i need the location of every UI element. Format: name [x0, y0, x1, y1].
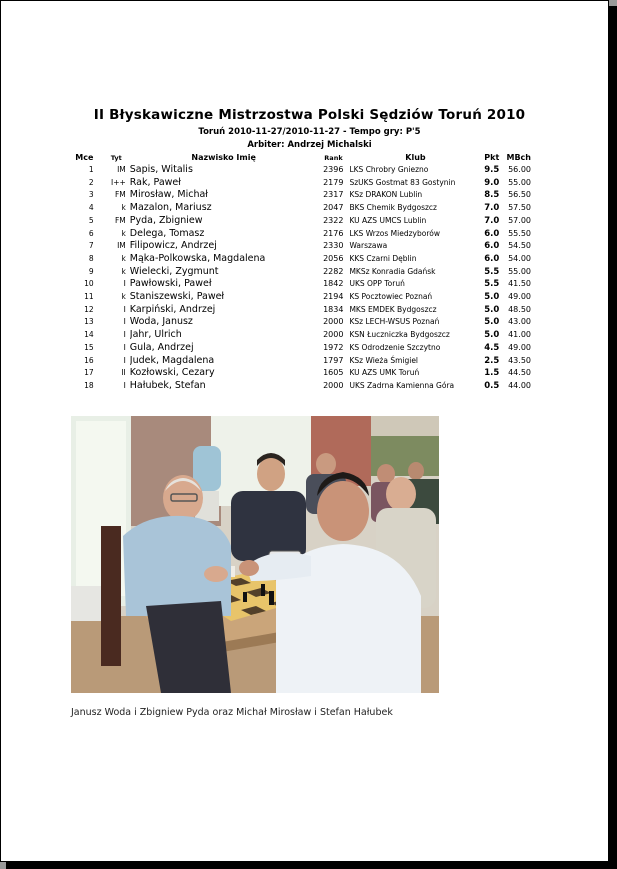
cell-tyt: I — [123, 279, 126, 289]
cell-rank: 2282 — [323, 266, 344, 276]
table-row — [71, 342, 531, 355]
cell-mbch: 57.00 — [508, 215, 531, 225]
cell-tyt: II — [121, 368, 126, 378]
cell-pkt: 7.0 — [484, 203, 500, 214]
cell-mbch: 41.50 — [508, 279, 531, 289]
table-row — [71, 355, 531, 368]
table-row — [71, 215, 531, 228]
cell-mbch: 44.00 — [508, 380, 531, 390]
cell-rank: 2330 — [323, 241, 344, 251]
cell-mce: 12 — [84, 304, 94, 314]
cell-club: UKS OPP Toruń — [349, 279, 405, 289]
arbiter-line: Arbiter: Andrzej Michalski — [247, 140, 372, 150]
column-header-name: Nazwisko Imię — [191, 153, 256, 162]
cell-mbch: 55.00 — [508, 266, 531, 276]
cell-tyt: IM — [117, 165, 126, 174]
cell-rank: 1797 — [323, 355, 344, 365]
cell-club: KSz LECH-WSUS Poznań — [349, 317, 440, 327]
cell-name: Gula, Andrzej — [129, 341, 194, 353]
cell-tyt: k — [121, 292, 126, 302]
cell-club: KS Odrodzenie Szczytno — [349, 342, 441, 352]
cell-tyt: I — [123, 330, 126, 340]
cell-mbch: 56.50 — [508, 190, 531, 200]
cell-rank: 1605 — [323, 368, 344, 378]
cell-club: LKS Wrzos Miedzyborów — [349, 228, 440, 238]
cell-pkt: 7.0 — [484, 215, 500, 226]
table-row — [71, 177, 531, 190]
cell-pkt: 6.0 — [484, 241, 500, 252]
cell-mbch: 43.50 — [508, 355, 531, 365]
cell-name: Delega, Tomasz — [129, 227, 205, 239]
cell-mbch: 57.50 — [508, 203, 531, 213]
cell-pkt: 8.5 — [484, 190, 500, 201]
table-row — [71, 228, 531, 241]
cell-rank: 2000 — [323, 330, 344, 340]
results-body — [71, 164, 531, 393]
cell-mce: 15 — [84, 342, 94, 352]
cell-name: Jahr, Ulrich — [129, 329, 182, 341]
cell-club: KU AZS UMK Toruń — [349, 368, 420, 378]
cell-tyt: k — [121, 203, 126, 213]
table-row — [71, 266, 531, 279]
cell-club: SzUKS Gostmat 83 Gostynin — [349, 177, 456, 187]
cell-name: Sapis, Witalis — [129, 164, 193, 175]
cell-tyt: I — [123, 304, 126, 314]
table-row — [71, 202, 531, 215]
cell-name: Kozłowski, Cezary — [129, 367, 215, 379]
cell-mbch: 44.50 — [508, 368, 531, 378]
cell-club: Warszawa — [349, 241, 388, 251]
cell-tyt: I++ — [111, 177, 126, 187]
cell-rank: 2056 — [323, 253, 344, 263]
cell-pkt: 2.5 — [484, 355, 500, 366]
cell-name: Hałubek, Stefan — [129, 379, 206, 391]
photo-image — [71, 416, 439, 693]
chess-players-photo — [71, 416, 439, 693]
cell-rank: 2000 — [323, 317, 344, 327]
table-row — [71, 291, 531, 304]
cell-name: Wielecki, Zygmunt — [129, 265, 219, 277]
cell-name: Woda, Janusz — [129, 316, 193, 328]
cell-club: BKS Chemik Bydgoszcz — [349, 203, 437, 213]
cell-mce: 9 — [88, 266, 94, 276]
cell-club: KSz DRAKON Lublin — [349, 190, 423, 200]
cell-mce: 4 — [88, 203, 94, 213]
table-row — [71, 329, 531, 342]
cell-mce: 18 — [84, 380, 94, 390]
cell-mce: 6 — [88, 228, 94, 238]
cell-pkt: 1.5 — [484, 368, 500, 379]
cell-mce: 7 — [88, 241, 94, 251]
cell-tyt: IM — [117, 241, 126, 251]
cell-mce: 2 — [88, 177, 94, 187]
results-table — [71, 151, 531, 393]
column-header-rank: Rank — [324, 153, 343, 162]
cell-tyt: I — [123, 380, 126, 390]
cell-pkt: 9.0 — [484, 177, 500, 188]
cell-name: Pawłowski, Paweł — [129, 278, 212, 290]
column-header-tyt: Tyt — [110, 153, 122, 162]
table-row — [71, 380, 531, 393]
cell-name: Staniszewski, Paweł — [129, 291, 225, 303]
cell-mce: 8 — [88, 253, 94, 263]
cell-rank: 2176 — [323, 228, 344, 238]
cell-pkt: 5.0 — [484, 317, 500, 328]
cell-name: Filipowicz, Andrzej — [129, 240, 217, 252]
cell-mce: 16 — [84, 355, 94, 365]
cell-rank: 2317 — [323, 190, 344, 200]
cell-tyt: FM — [114, 190, 126, 200]
cell-rank: 2179 — [323, 177, 344, 187]
cell-pkt: 9.5 — [484, 165, 500, 175]
cell-rank: 1842 — [323, 279, 344, 289]
table-row — [71, 278, 531, 291]
cell-mbch: 41.00 — [508, 330, 531, 340]
cell-tyt: k — [121, 266, 126, 276]
cell-name: Mazalon, Mariusz — [129, 202, 212, 214]
cell-pkt: 5.0 — [484, 330, 500, 341]
table-row — [71, 164, 531, 177]
column-header-club: Klub — [405, 153, 426, 162]
cell-tyt: I — [123, 317, 126, 327]
cell-mce: 13 — [84, 317, 94, 327]
cell-mce: 1 — [88, 165, 94, 174]
cell-mbch: 49.00 — [508, 292, 531, 302]
cell-mbch: 56.00 — [508, 165, 531, 174]
cell-pkt: 4.5 — [484, 342, 500, 353]
document-subtitle: Toruń 2010-11-27/2010-11-27 - Tempo gry: P'5 — [198, 127, 421, 137]
table-row — [71, 189, 531, 202]
cell-mce: 5 — [88, 215, 94, 225]
cell-mbch: 49.00 — [508, 342, 531, 352]
cell-mce: 17 — [84, 368, 94, 378]
table-header-row — [71, 151, 531, 164]
cell-rank: 1972 — [323, 342, 344, 352]
cell-tyt: I — [123, 342, 126, 352]
cell-pkt: 5.5 — [484, 279, 500, 290]
cell-club: LKS Chrobry Gniezno — [349, 165, 429, 174]
cell-club: KKS Czarni Dęblin — [349, 253, 417, 263]
cell-rank: 2000 — [323, 380, 344, 390]
document-title: II Błyskawiczne Mistrzostwa Polski Sędziów Toruń 2010 — [93, 107, 526, 123]
cell-mbch: 43.00 — [508, 317, 531, 327]
table-row — [71, 253, 531, 266]
cell-rank: 1834 — [323, 304, 344, 314]
cell-rank: 2396 — [323, 165, 344, 174]
cell-club: KSN Łuczniczka Bydgoszcz — [349, 330, 450, 340]
cell-mce: 10 — [84, 279, 94, 289]
cell-rank: 2322 — [323, 215, 344, 225]
cell-name: Rak, Paweł — [129, 176, 181, 188]
cell-mce: 14 — [84, 330, 94, 340]
cell-name: Pyda, Zbigniew — [129, 214, 203, 226]
cell-club: KS Pocztowiec Poznań — [349, 292, 433, 302]
cell-club: KSz Wieża Śmigiel — [349, 355, 419, 365]
cell-club: UKS Zadrna Kamienna Góra — [349, 380, 455, 390]
cell-mbch: 55.00 — [508, 177, 531, 187]
cell-name: Mąka-Polkowska, Magdalena — [129, 252, 266, 264]
cell-pkt: 6.0 — [484, 228, 500, 239]
cell-name: Karpiński, Andrzej — [129, 303, 216, 315]
cell-mbch: 48.50 — [508, 304, 531, 314]
column-header-mbch: MBch — [506, 153, 531, 162]
table-row — [71, 316, 531, 329]
table-row — [71, 240, 531, 253]
cell-pkt: 5.5 — [484, 266, 500, 277]
cell-pkt: 5.0 — [484, 304, 500, 315]
cell-tyt: k — [121, 228, 126, 238]
cell-club: KU AZS UMCS Lublin — [349, 215, 427, 225]
cell-tyt: k — [121, 253, 126, 263]
cell-club: MKS EMDEK Bydgoszcz — [349, 304, 437, 314]
cell-pkt: 5.0 — [484, 292, 500, 303]
cell-tyt: I — [123, 355, 126, 365]
page-shadow-bottom — [6, 862, 617, 869]
cell-mbch: 54.00 — [508, 253, 531, 263]
cell-mce: 3 — [88, 190, 94, 200]
cell-pkt: 0.5 — [484, 380, 500, 391]
cell-name: Judek, Magdalena — [129, 354, 215, 366]
column-header-mce: Mce — [75, 153, 94, 162]
cell-mbch: 54.50 — [508, 241, 531, 251]
cell-pkt: 6.0 — [484, 253, 500, 264]
table-row — [71, 304, 531, 317]
cell-name: Mirosław, Michał — [129, 189, 209, 201]
cell-rank: 2047 — [323, 203, 344, 213]
cell-rank: 2194 — [323, 292, 344, 302]
photo-caption: Janusz Woda i Zbigniew Pyda oraz Michał Mirosław i Stefan Hałubek — [71, 707, 393, 718]
column-header-pkt: Pkt — [484, 153, 500, 162]
table-row — [71, 367, 531, 380]
cell-mce: 11 — [84, 292, 94, 302]
cell-tyt: FM — [114, 215, 126, 225]
page-shadow-right — [609, 6, 617, 869]
cell-mbch: 55.50 — [508, 228, 531, 238]
cell-club: MKSz Konradia Gdańsk — [349, 266, 436, 276]
